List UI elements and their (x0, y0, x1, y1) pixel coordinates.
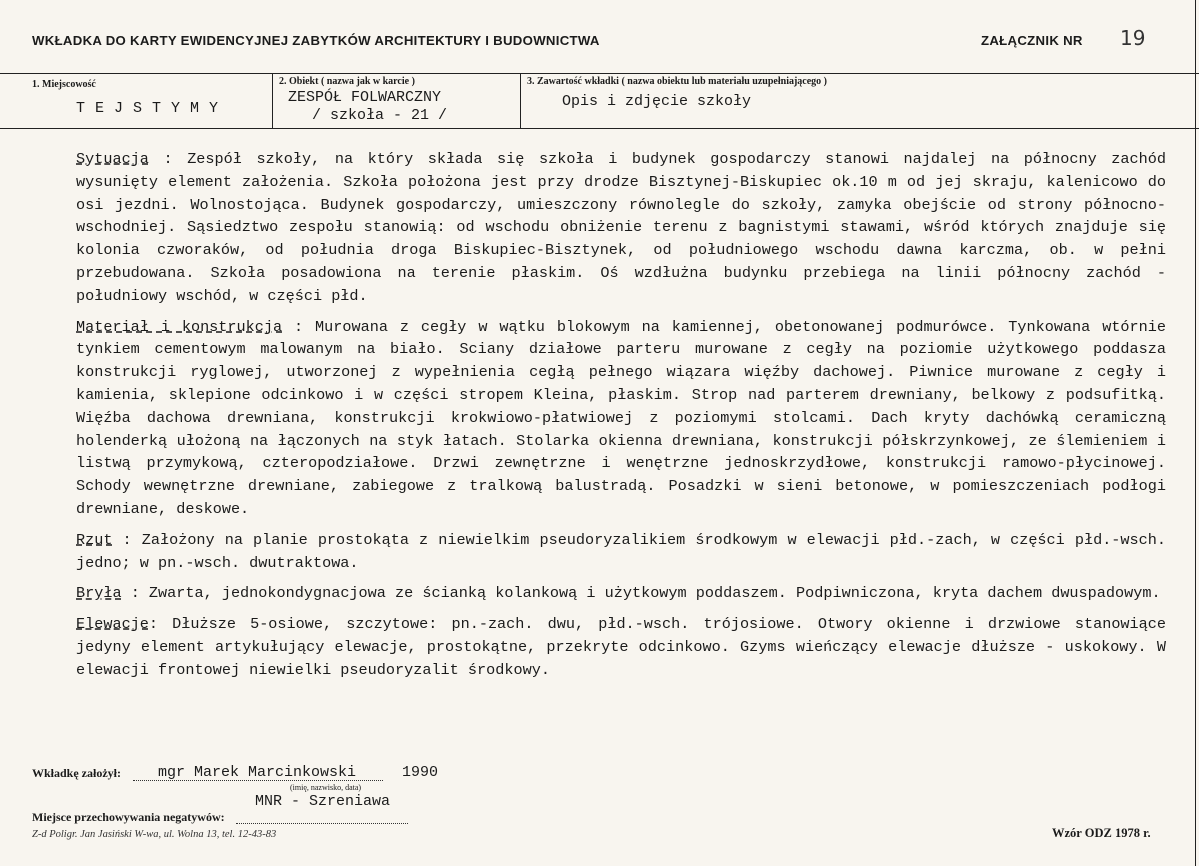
form-model: Wzór ODZ 1978 r. (1052, 826, 1151, 840)
card-title: WKŁADKA DO KARTY EWIDENCYJNEJ ZABYTKÓW ARCHITEKTURY I BUDOWNICTWA (32, 33, 600, 48)
object-value-line2: / szkoła - 21 / (312, 107, 448, 124)
right-border (1195, 0, 1196, 866)
card-header (0, 0, 1199, 75)
column-divider-1 (272, 73, 273, 129)
section-situation (76, 148, 1166, 308)
section-heading: Elewacje (76, 615, 149, 634)
author-label: Wkładkę założył: (32, 766, 121, 780)
author-value: mgr Marek Marcinkowski (158, 764, 357, 781)
object-value-line1: ZESPÓŁ FOLWARCZNY (288, 89, 442, 106)
section-text: : Zwarta, jednokondygnacjowa ze ścianką kolankową i użytkowym poddaszem. Podpiwniczona, kryta dachem dwuspadowym. (121, 584, 1161, 603)
section-massing (76, 582, 1166, 605)
printer-imprint: Z-d Poligr. Jan Jasiński W-wa, ul. Wolna 13, tel. 12-43-83 (32, 829, 277, 840)
content-label: 3. Zawartość wkładki ( nazwa obiektu lub materiału uzupełniającego ) (527, 76, 828, 87)
annex-label: ZAŁĄCZNIK NR (981, 33, 1083, 48)
section-heading: Rzut (76, 530, 113, 549)
section-material (76, 316, 1166, 521)
section-text: : Dłuższe 5-osiowe, szczytowe: pn.-zach. dwu, płd.-wsch. trójosiowe. Otwory okienne i drzwiowe stanowiące jedyny element artykułujący elewacje, prostokątne, przekryte odcinkowo. Gzyms wieńczący elewacje dłuższe - uskokowy. W elewacji frontowej niewielki pseudoryzalit środkowy. (76, 615, 1166, 679)
storage-label: Miejsce przechowywania negatywów: (32, 810, 225, 824)
section-heading: Sytuacja (76, 150, 149, 168)
locality-value: TEJSTYMY (76, 100, 229, 117)
section-heading: Bryła (76, 584, 122, 603)
column-divider-2 (520, 73, 521, 129)
section-text: : Murowana z cegły w wątku blokowym na kamiennej, obetonowanej podmurówce. Tynkowana wtórnie tynkiem cementowym malowanym na biało. Sciany działowe parteru murowane z cegły na poziomie użytkowego poddasza konstrukcji ryglowej, utworzonej z wypełnienia cegłą pełnego wiązara więźby dachowej. Piwnice murowane z cegły i kamienia, sklepione odcinkowo i w części stropem Kleina, płaskim. Strop nad parterem drewniany, belkowy z podsufitką. Więźba dachowa drewniana, konstrukcji krokwiowo-płatwiowej z poziomymi stolcami. Dach kryty dachówką ceramiczną holenderką ułożoną na łączonych na styk łatach. Stolarka okienna drewniana, konstrukcji półskrzynkowej, ze ślemieniem i listwą przymykową, czteropodziałowe. Drzwi zewnętrzne i wenętrzne jednoskrzydłowe, konstrukcji ramowo-płycinowej. Schody wewnętrzne drewniane, zabiegowe z tralkową balustradą. Posadzki w sieni betonowe, w pomieszczeniach podłogi drewniane, deskowe. (76, 317, 1166, 518)
storage-dotted-line (236, 823, 408, 824)
locality-label: 1. Miejscowość (32, 79, 96, 90)
section-text: : Zespół szkoły, na który składa się szkoła i budynek gospodarczy stanowi najdalej na północny zachód wysunięty element założenia. Szkoła położona jest przy drodze Bisztynej-Biskupiec ok.10 m od jej skraju, kalenicowo do osi jezdni. Wolnostojąca. Budynek gospodarczy, umieszczony równolegle do szkoły, zamyka obejście od strony północno-wschodniej. Sąsiedztwo zespołu stanowią: od wschodu obniżenie terenu z bagnistymi stawami, wśród których znajduje się kolonia czworaków, od południa droga Biskupiec-Bisztynek, od południowego wschodu dawna karczma, ob. w pełni przebudowana. Szkoła posadowiona na terenie płaskim. Oś wzdłużna budynku przebiega na linii północny zachód - południowy wschód, w części płd. (76, 150, 1166, 305)
description-body (76, 148, 1166, 682)
author-year: 1990 (402, 764, 439, 781)
header-divider (0, 73, 1199, 74)
section-heading: Materiał i konstrukcja (76, 317, 283, 336)
storage-value: MNR - Szreniawa (255, 793, 391, 810)
section-plan (76, 529, 1166, 575)
author-caption: (imię, nazwisko, data) (290, 783, 362, 792)
object-label: 2. Obiekt ( nazwa jak w karcie ) (279, 76, 415, 87)
annex-number: 19 (1120, 26, 1146, 50)
section-text: : Założony na planie prostokąta z niewielkim pseudoryzalikiem środkowym w elewacji płd.-zach, w części płd.-wsch. jedno; w pn.-wsch. dwutraktowa. (76, 530, 1166, 572)
content-value: Opis i zdjęcie szkoły (562, 93, 752, 110)
section-elevations (76, 613, 1166, 681)
fields-divider (0, 128, 1199, 129)
